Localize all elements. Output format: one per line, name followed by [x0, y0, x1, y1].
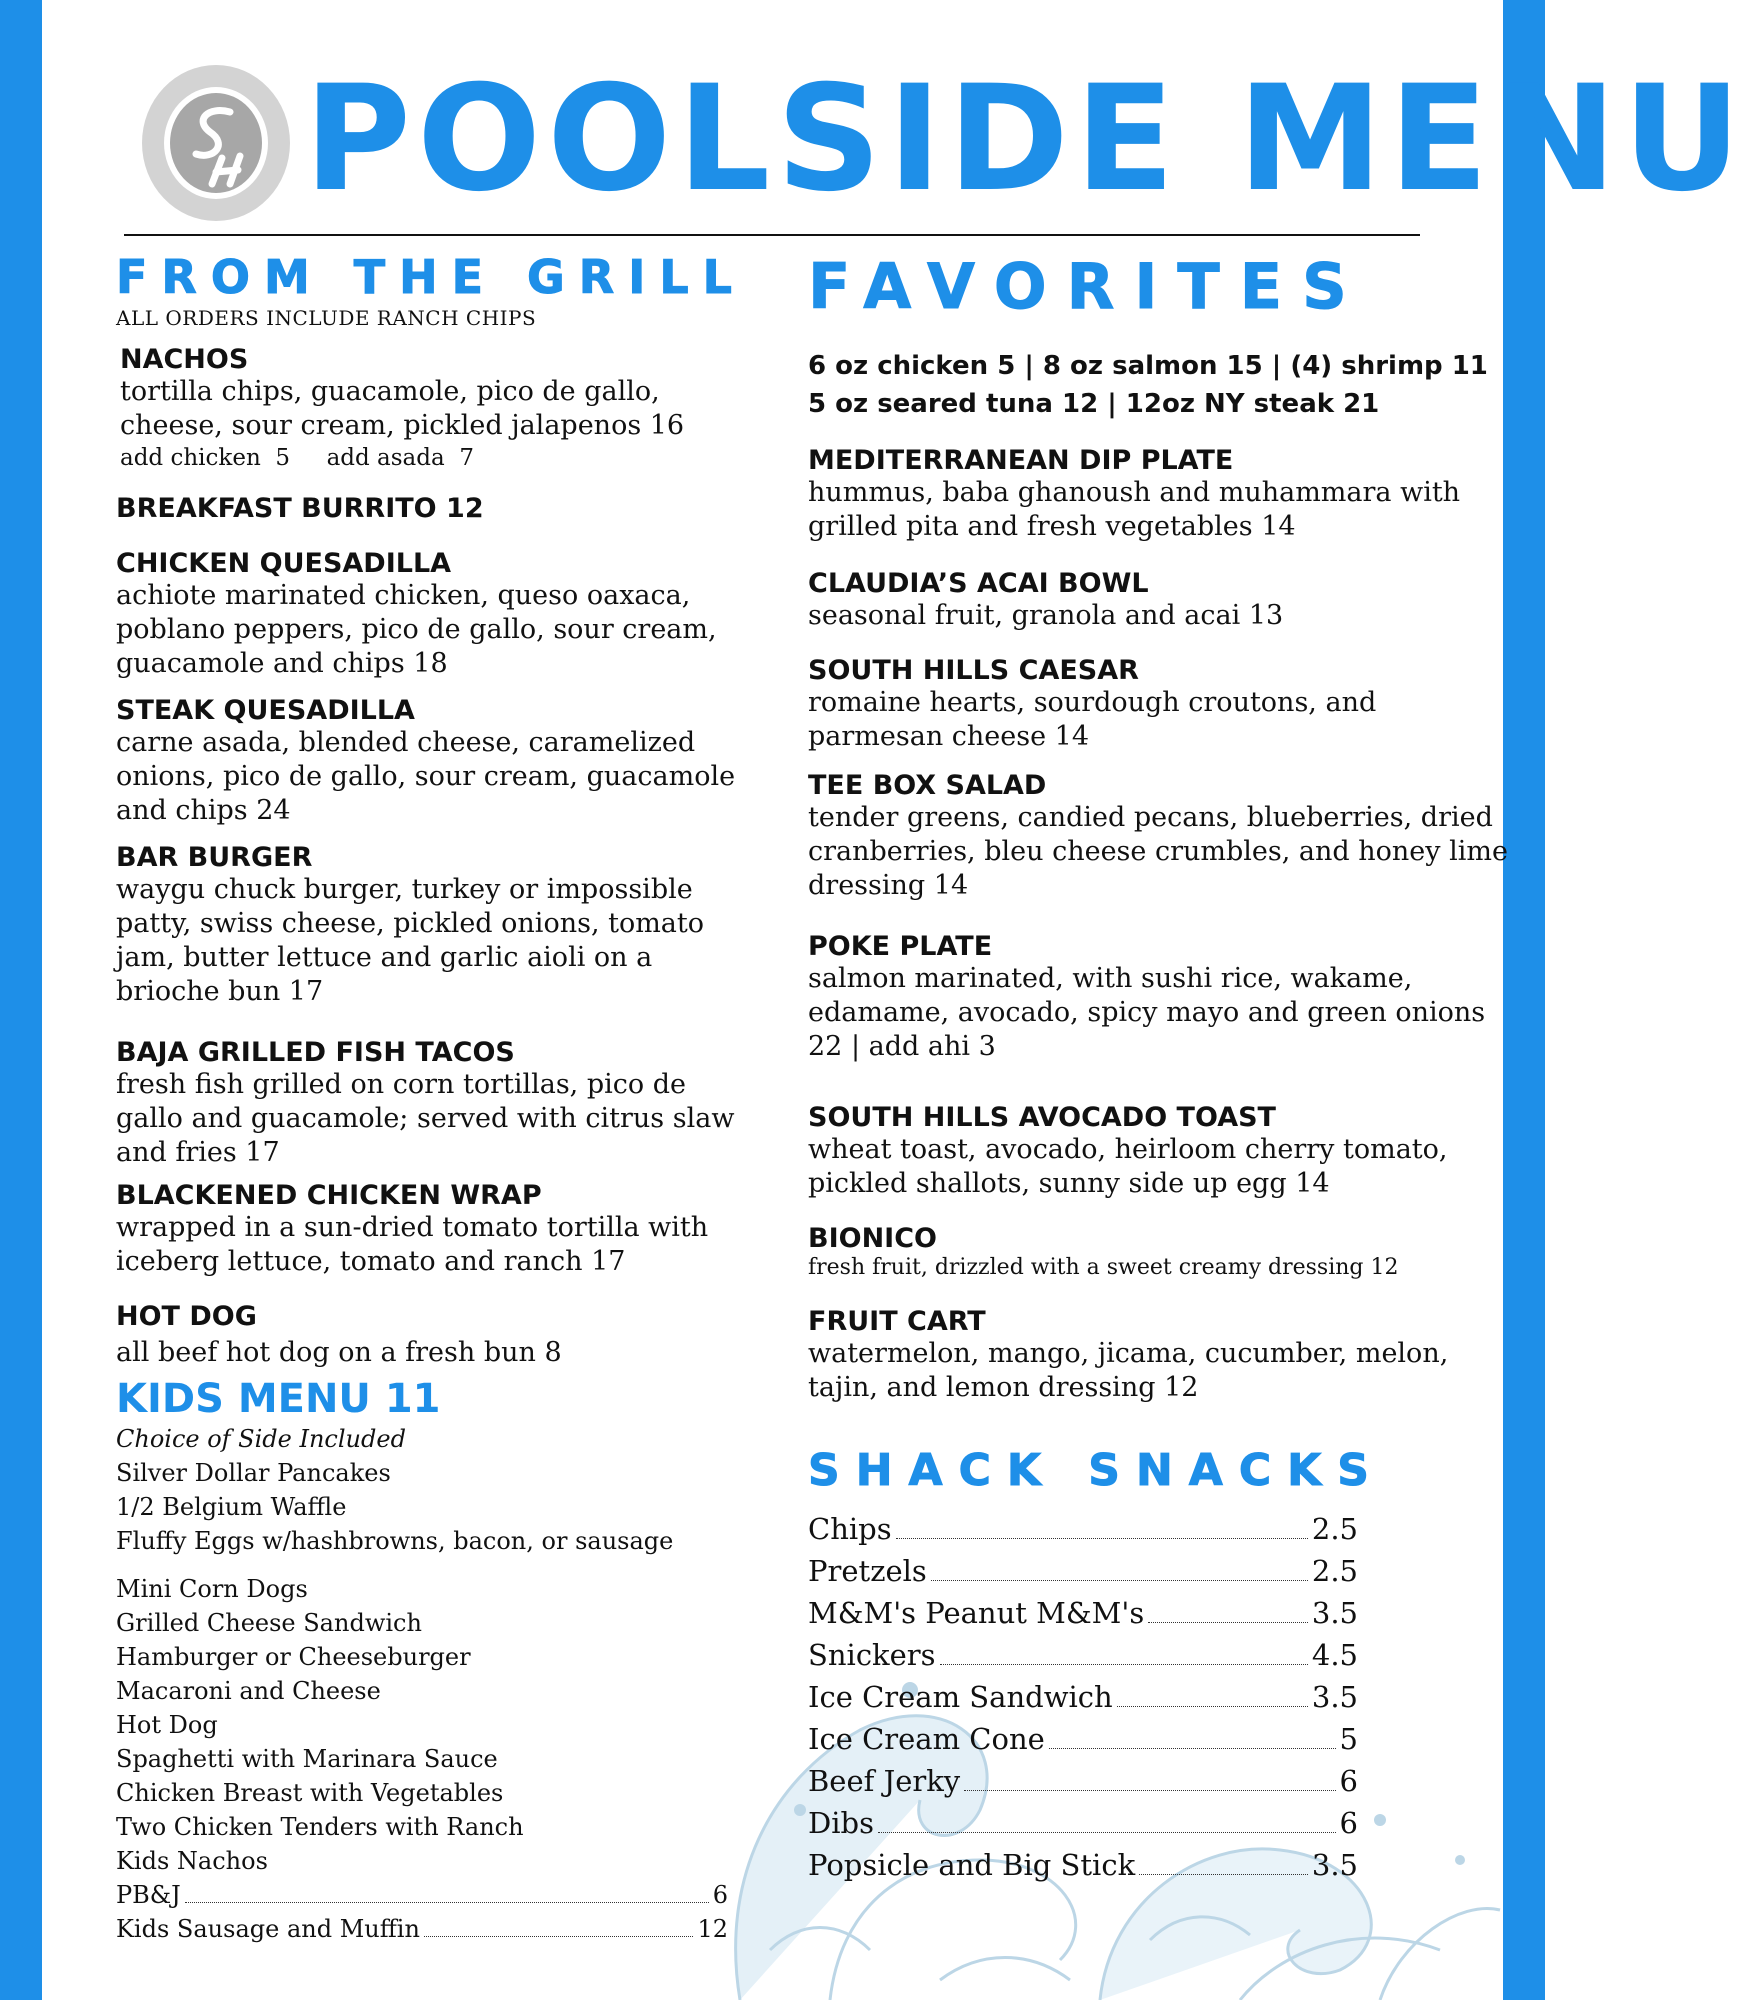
snack-name: Ice Cream Sandwich: [808, 1680, 1113, 1714]
snack-name: Snickers: [808, 1638, 936, 1672]
item-name: NACHOS: [120, 344, 249, 375]
kids-item: Hot Dog: [116, 1711, 218, 1739]
snack-name: Ice Cream Cone: [808, 1722, 1045, 1756]
item-description: salmon marinated, with sushi rice, wakame, edamame, avocado, spicy mayo and green onions 22 | add ahi 3: [808, 963, 1486, 1062]
snack-price: 3.5: [1311, 1848, 1358, 1882]
snack-price: 4.5: [1311, 1638, 1358, 1672]
snack-name: Chips: [808, 1512, 892, 1546]
item-name: MEDITERRANEAN DIP PLATE: [808, 445, 1234, 476]
item-name: BLACKENED CHICKEN WRAP: [116, 1180, 542, 1211]
snack-name: Dibs: [808, 1806, 874, 1840]
item-description: fresh fruit, drizzled with a sweet creamy dressing 12: [808, 1255, 1399, 1280]
kids-priced-item: [116, 1912, 728, 1946]
item-name: CHICKEN QUESADILLA: [116, 548, 452, 579]
menu-item-bar-burger: [116, 842, 746, 1009]
kids-menu-note: Choice of Side Included: [116, 1425, 406, 1453]
left-column: [116, 250, 746, 1946]
item-name: FRUIT CART: [808, 1306, 986, 1337]
item-description: carne asada, blended cheese, caramelized onions, pico de gallo, sour cream, guacamole and chips 24: [116, 727, 736, 826]
snack-name: M&M's Peanut M&M's: [808, 1596, 1145, 1630]
leader-dots: [1049, 1748, 1336, 1749]
leader-dots: [1117, 1706, 1308, 1707]
menu-item-tee-box-salad: [808, 770, 1508, 903]
menu-item-fish-tacos: [116, 1037, 746, 1170]
kids-item-price: 12: [697, 1915, 728, 1943]
kids-item: Mini Corn Dogs: [116, 1575, 308, 1603]
item-addons: add chicken 5 add asada 7: [120, 445, 474, 471]
snack-row: [808, 1718, 1358, 1760]
item-description: fresh fish grilled on corn tortillas, pico de gallo and guacamole; served with citrus slaw and fries 17: [116, 1069, 735, 1168]
leader-dots: [1139, 1874, 1308, 1875]
item-description: tender greens, candied pecans, blueberries, dried cranberries, bleu cheese crumbles, and honey lime dressing 14: [808, 802, 1508, 901]
club-logo: [138, 60, 294, 226]
leader-dots: [424, 1936, 694, 1937]
snack-price: 3.5: [1311, 1680, 1358, 1714]
menu-title: POOLSIDE MENU: [304, 54, 1747, 224]
kids-menu-title: KIDS MENU 11: [116, 1376, 441, 1422]
kids-item: Macaroni and Cheese: [116, 1677, 381, 1705]
menu-item-caesar: [808, 655, 1508, 754]
kids-item: Two Chicken Tenders with Ranch: [116, 1813, 524, 1841]
right-blue-stripe: [1503, 0, 1545, 2000]
section-heading-snacks: SHACK SNACKS: [808, 1445, 1385, 1496]
snack-name: Popsicle and Big Stick: [808, 1848, 1136, 1882]
kids-item: Hamburger or Cheeseburger: [116, 1643, 471, 1671]
kids-item: Grilled Cheese Sandwich: [116, 1609, 422, 1637]
snack-row: [808, 1802, 1358, 1844]
menu-item-bionico: [808, 1223, 1508, 1282]
item-description: all beef hot dog on a fresh bun 8: [116, 1337, 562, 1368]
section-heading-favorites: FAVORITES: [808, 250, 1367, 323]
item-name: STEAK QUESADILLA: [116, 695, 415, 726]
snack-name: Beef Jerky: [808, 1764, 961, 1798]
menu-item-fruit-cart: [808, 1306, 1508, 1405]
item-name: POKE PLATE: [808, 931, 993, 962]
leader-dots: [878, 1832, 1336, 1833]
snack-name: Pretzels: [808, 1554, 927, 1588]
item-name: BIONICO: [808, 1223, 937, 1254]
menu-item-nachos: [116, 344, 746, 473]
item-name: SOUTH HILLS CAESAR: [808, 655, 1139, 686]
menu-item-acai-bowl: [808, 568, 1508, 633]
item-description: wrapped in a sun-dried tomato tortilla with iceberg lettuce, tomato and ranch 17: [116, 1212, 709, 1277]
leader-dots: [896, 1538, 1308, 1539]
kids-item-name: Kids Sausage and Muffin: [116, 1915, 420, 1943]
snack-price: 6: [1339, 1806, 1358, 1840]
item-description: waygu chuck burger, turkey or impossible patty, swiss cheese, pickled onions, tomato jam, butter lettuce and garlic aioli on a brioche bun 17: [116, 874, 705, 1007]
snack-row: [808, 1760, 1358, 1802]
item-name: CLAUDIA’S ACAI BOWL: [808, 568, 1149, 599]
menu-item-hot-dog: [116, 1301, 746, 1370]
kids-item: Fluffy Eggs w/hashbrowns, bacon, or sausage: [116, 1527, 674, 1555]
menu-item-avocado-toast: [808, 1102, 1508, 1201]
protein-addons: [808, 347, 1508, 423]
kids-item-price: 6: [712, 1881, 728, 1909]
shack-snacks: [808, 1445, 1508, 1886]
snack-row: [808, 1634, 1358, 1676]
item-description: romaine hearts, sourdough croutons, and parmesan cheese 14: [808, 687, 1377, 752]
snack-price: 5: [1339, 1722, 1358, 1756]
addons-line: 6 oz chicken 5 | 8 oz salmon 15 | (4) shrimp 11: [808, 351, 1488, 381]
snack-row: [808, 1844, 1358, 1886]
snack-price: 6: [1339, 1764, 1358, 1798]
leader-dots: [964, 1790, 1335, 1791]
leader-dots: [185, 1902, 709, 1903]
item-name: BREAKFAST BURRITO 12: [116, 493, 484, 524]
kids-item: Spaghetti with Marinara Sauce: [116, 1745, 498, 1773]
menu-item-chicken-wrap: [116, 1180, 746, 1279]
kids-priced-item: [116, 1878, 728, 1912]
snack-row: [808, 1550, 1358, 1592]
header-divider: [124, 234, 1420, 236]
snack-price: 2.5: [1311, 1554, 1358, 1588]
item-name: TEE BOX SALAD: [808, 770, 1047, 801]
snack-price: 3.5: [1311, 1596, 1358, 1630]
section-heading-grill: FROM THE GRILL: [116, 250, 746, 304]
menu-item-breakfast-burrito: [116, 493, 746, 524]
leader-dots: [1148, 1622, 1308, 1623]
snack-row: [808, 1676, 1358, 1718]
menu-item-chicken-quesadilla: [116, 548, 746, 681]
right-column: [808, 250, 1508, 1886]
kids-menu: [116, 1376, 746, 1946]
addons-line: 5 oz seared tuna 12 | 12oz NY steak 21: [808, 389, 1380, 419]
kids-item-name: PB&J: [116, 1881, 181, 1909]
item-name: BAR BURGER: [116, 842, 313, 873]
kids-item: Silver Dollar Pancakes: [116, 1459, 391, 1487]
kids-item: 1/2 Belgium Waffle: [116, 1493, 347, 1521]
item-description: seasonal fruit, granola and acai 13: [808, 600, 1284, 631]
menu-item-poke-plate: [808, 931, 1508, 1064]
snack-row: [808, 1508, 1358, 1550]
item-description: achiote marinated chicken, queso oaxaca, poblano peppers, pico de gallo, sour cream, guacamole and chips 18: [116, 580, 717, 679]
left-blue-stripe: [0, 0, 42, 2000]
snack-list: [808, 1508, 1358, 1886]
item-description: watermelon, mango, jicama, cucumber, melon, tajin, and lemon dressing 12: [808, 1338, 1449, 1403]
item-name: BAJA GRILLED FISH TACOS: [116, 1037, 515, 1068]
kids-item: Chicken Breast with Vegetables: [116, 1779, 504, 1807]
menu-item-steak-quesadilla: [116, 695, 746, 828]
menu-item-mediterranean: [808, 445, 1508, 544]
grill-note: ALL ORDERS INCLUDE RANCH CHIPS: [116, 306, 537, 330]
snack-row: [808, 1592, 1358, 1634]
item-description: wheat toast, avocado, heirloom cherry tomato, pickled shallots, sunny side up egg 14: [808, 1134, 1448, 1199]
item-description: tortilla chips, guacamole, pico de gallo, cheese, sour cream, pickled jalapenos 16: [120, 376, 685, 441]
snack-price: 2.5: [1311, 1512, 1358, 1546]
kids-item: Kids Nachos: [116, 1847, 268, 1875]
item-name: HOT DOG: [116, 1301, 257, 1332]
item-description: hummus, baba ghanoush and muhammara with grilled pita and fresh vegetables 14: [808, 477, 1461, 542]
leader-dots: [940, 1664, 1308, 1665]
item-name: SOUTH HILLS AVOCADO TOAST: [808, 1102, 1276, 1133]
leader-dots: [931, 1580, 1308, 1581]
